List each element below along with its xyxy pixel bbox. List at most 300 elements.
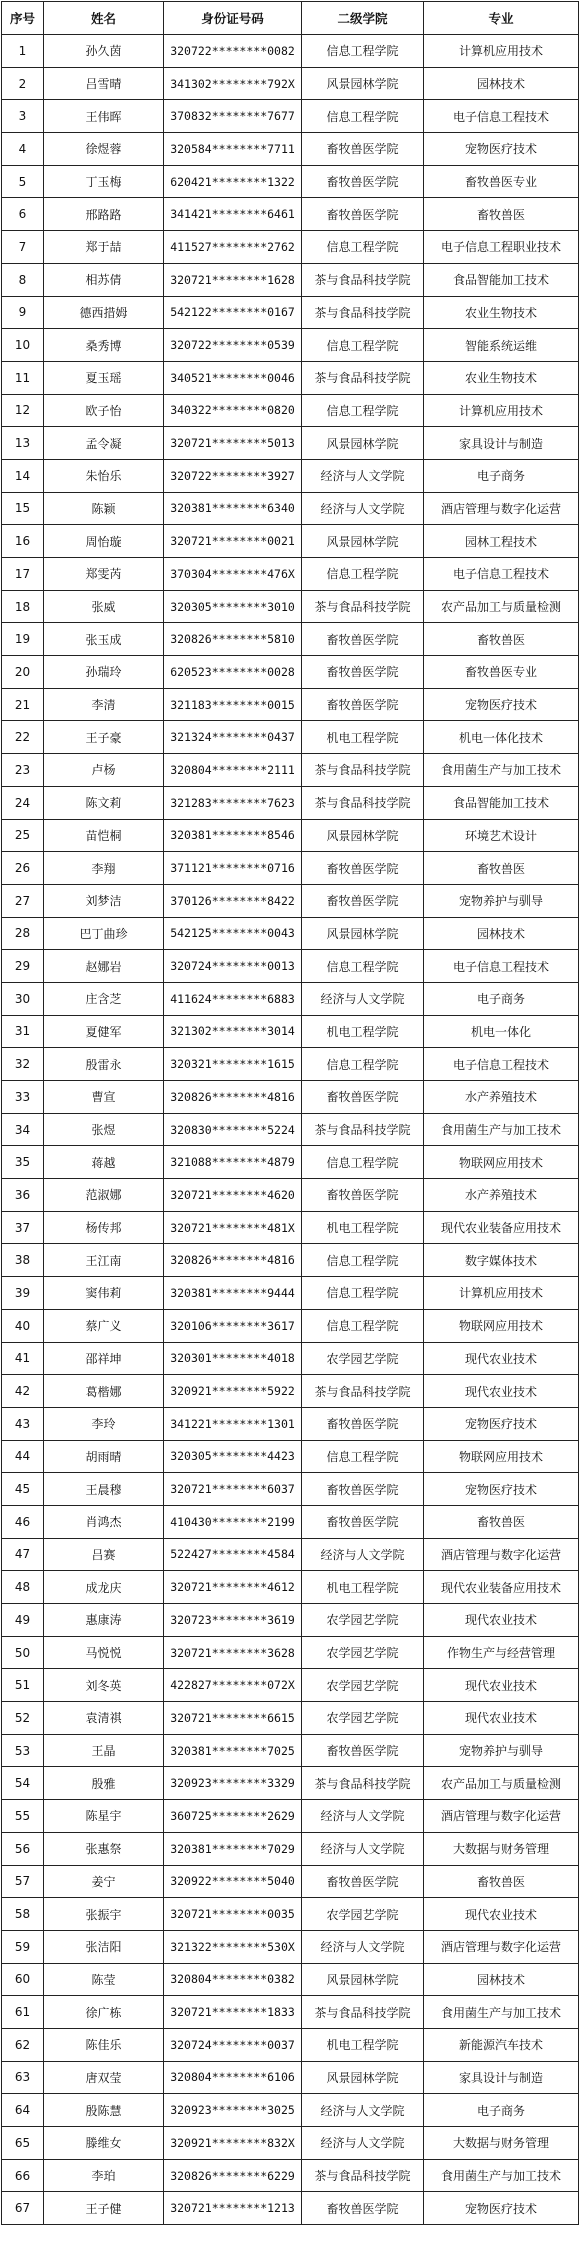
table-row xyxy=(2,525,579,558)
cell-index: 18 xyxy=(2,590,44,623)
cell-id-number: 411527********2762 xyxy=(164,231,302,264)
cell-id-number: 320804********6106 xyxy=(164,2061,302,2094)
cell-index: 8 xyxy=(2,263,44,296)
cell-major: 食用菌生产与加工技术 xyxy=(424,1113,579,1146)
cell-college: 农学园艺学院 xyxy=(302,1636,424,1669)
cell-college: 机电工程学院 xyxy=(302,721,424,754)
cell-index: 1 xyxy=(2,35,44,68)
table-row xyxy=(2,1538,579,1571)
table-row xyxy=(2,590,579,623)
cell-name: 陈文莉 xyxy=(44,786,164,819)
cell-index: 57 xyxy=(2,1865,44,1898)
cell-college: 经济与人文学院 xyxy=(302,2094,424,2127)
table-row xyxy=(2,1113,579,1146)
cell-college: 经济与人文学院 xyxy=(302,2127,424,2160)
cell-major: 酒店管理与数字化运营 xyxy=(424,1538,579,1571)
table-row xyxy=(2,35,579,68)
cell-index: 22 xyxy=(2,721,44,754)
cell-major: 计算机应用技术 xyxy=(424,394,579,427)
table-row xyxy=(2,1440,579,1473)
header-college: 二级学院 xyxy=(302,2,424,35)
table-row xyxy=(2,558,579,591)
table-row xyxy=(2,1767,579,1800)
cell-id-number: 320721********1213 xyxy=(164,2192,302,2225)
table-row xyxy=(2,1636,579,1669)
cell-name: 殷陈慧 xyxy=(44,2094,164,2127)
cell-name: 吕雪晴 xyxy=(44,67,164,100)
cell-major: 现代农业技术 xyxy=(424,1375,579,1408)
cell-name: 成龙庆 xyxy=(44,1571,164,1604)
cell-index: 13 xyxy=(2,427,44,460)
cell-id-number: 321183********0015 xyxy=(164,688,302,721)
cell-id-number: 320722********0539 xyxy=(164,329,302,362)
cell-college: 经济与人文学院 xyxy=(302,982,424,1015)
cell-id-number: 371121********0716 xyxy=(164,852,302,885)
cell-index: 16 xyxy=(2,525,44,558)
cell-college: 信息工程学院 xyxy=(302,1277,424,1310)
cell-name: 李翔 xyxy=(44,852,164,885)
table-row xyxy=(2,623,579,656)
cell-college: 机电工程学院 xyxy=(302,1571,424,1604)
cell-major: 电子商务 xyxy=(424,459,579,492)
table-row xyxy=(2,819,579,852)
table-row xyxy=(2,656,579,689)
cell-major: 农产品加工与质量检测 xyxy=(424,590,579,623)
cell-index: 37 xyxy=(2,1211,44,1244)
cell-name: 陈莹 xyxy=(44,1963,164,1996)
cell-name: 周怡璇 xyxy=(44,525,164,558)
table-row xyxy=(2,1375,579,1408)
cell-major: 计算机应用技术 xyxy=(424,1277,579,1310)
cell-index: 31 xyxy=(2,1015,44,1048)
cell-id-number: 320722********3927 xyxy=(164,459,302,492)
cell-index: 58 xyxy=(2,1898,44,1931)
cell-id-number: 320922********5040 xyxy=(164,1865,302,1898)
cell-id-number: 542122********0167 xyxy=(164,296,302,329)
cell-college: 畜牧兽医学院 xyxy=(302,1081,424,1114)
cell-major: 食品智能加工技术 xyxy=(424,786,579,819)
header-index: 序号 xyxy=(2,2,44,35)
cell-index: 59 xyxy=(2,1930,44,1963)
cell-id-number: 320721********1833 xyxy=(164,1996,302,2029)
cell-index: 44 xyxy=(2,1440,44,1473)
cell-index: 2 xyxy=(2,67,44,100)
cell-id-number: 320721********5013 xyxy=(164,427,302,460)
table-row xyxy=(2,2127,579,2160)
cell-id-number: 320305********3010 xyxy=(164,590,302,623)
cell-index: 6 xyxy=(2,198,44,231)
cell-index: 25 xyxy=(2,819,44,852)
cell-name: 孟令凝 xyxy=(44,427,164,460)
cell-id-number: 320301********4018 xyxy=(164,1342,302,1375)
cell-id-number: 320723********3619 xyxy=(164,1604,302,1637)
cell-name: 夏玉瑶 xyxy=(44,361,164,394)
cell-major: 智能系统运维 xyxy=(424,329,579,362)
cell-name: 张振宇 xyxy=(44,1898,164,1931)
cell-college: 经济与人文学院 xyxy=(302,459,424,492)
cell-index: 41 xyxy=(2,1342,44,1375)
cell-index: 30 xyxy=(2,982,44,1015)
cell-name: 张威 xyxy=(44,590,164,623)
cell-college: 信息工程学院 xyxy=(302,1440,424,1473)
cell-id-number: 321283********7623 xyxy=(164,786,302,819)
cell-major: 机电一体化 xyxy=(424,1015,579,1048)
cell-name: 夏健军 xyxy=(44,1015,164,1048)
cell-college: 风景园林学院 xyxy=(302,525,424,558)
cell-id-number: 320830********5224 xyxy=(164,1113,302,1146)
cell-major: 机电一体化技术 xyxy=(424,721,579,754)
table-row xyxy=(2,917,579,950)
cell-major: 酒店管理与数字化运营 xyxy=(424,492,579,525)
table-row xyxy=(2,2159,579,2192)
cell-major: 电子商务 xyxy=(424,982,579,1015)
cell-major: 水产养殖技术 xyxy=(424,1081,579,1114)
cell-name: 刘梦洁 xyxy=(44,884,164,917)
cell-name: 欧子怡 xyxy=(44,394,164,427)
cell-major: 现代农业装备应用技术 xyxy=(424,1571,579,1604)
cell-name: 蔡广义 xyxy=(44,1309,164,1342)
cell-index: 42 xyxy=(2,1375,44,1408)
table-row xyxy=(2,721,579,754)
cell-index: 35 xyxy=(2,1146,44,1179)
cell-id-number: 370832********7677 xyxy=(164,100,302,133)
cell-name: 殷雷永 xyxy=(44,1048,164,1081)
cell-college: 经济与人文学院 xyxy=(302,1832,424,1865)
cell-major: 畜牧兽医专业 xyxy=(424,165,579,198)
cell-name: 卢杨 xyxy=(44,754,164,787)
cell-index: 24 xyxy=(2,786,44,819)
cell-id-number: 320721********0021 xyxy=(164,525,302,558)
cell-id-number: 320921********832X xyxy=(164,2127,302,2160)
cell-name: 张洁阳 xyxy=(44,1930,164,1963)
cell-major: 畜牧兽医 xyxy=(424,623,579,656)
cell-major: 宠物养护与驯导 xyxy=(424,1734,579,1767)
cell-index: 50 xyxy=(2,1636,44,1669)
table-row xyxy=(2,231,579,264)
cell-major: 大数据与财务管理 xyxy=(424,1832,579,1865)
cell-id-number: 320381********7025 xyxy=(164,1734,302,1767)
table-row xyxy=(2,1963,579,1996)
cell-id-number: 320721********6615 xyxy=(164,1702,302,1735)
cell-id-number: 320381********6340 xyxy=(164,492,302,525)
cell-college: 茶与食品科技学院 xyxy=(302,361,424,394)
table-row xyxy=(2,263,579,296)
table-body xyxy=(2,35,579,2225)
cell-name: 马悦悦 xyxy=(44,1636,164,1669)
table-row xyxy=(2,1244,579,1277)
table-row xyxy=(2,754,579,787)
cell-id-number: 340521********0046 xyxy=(164,361,302,394)
cell-major: 食用菌生产与加工技术 xyxy=(424,2159,579,2192)
cell-name: 吕赛 xyxy=(44,1538,164,1571)
cell-name: 肖鸿杰 xyxy=(44,1505,164,1538)
cell-id-number: 341421********6461 xyxy=(164,198,302,231)
table-row xyxy=(2,1669,579,1702)
cell-index: 55 xyxy=(2,1800,44,1833)
cell-major: 农业生物技术 xyxy=(424,361,579,394)
cell-id-number: 320381********9444 xyxy=(164,1277,302,1310)
cell-major: 畜牧兽医 xyxy=(424,1505,579,1538)
table-row xyxy=(2,1179,579,1212)
cell-name: 徐煜蓉 xyxy=(44,133,164,166)
cell-name: 李珀 xyxy=(44,2159,164,2192)
cell-id-number: 320721********4620 xyxy=(164,1179,302,1212)
cell-college: 畜牧兽医学院 xyxy=(302,165,424,198)
cell-name: 陈星宇 xyxy=(44,1800,164,1833)
cell-index: 12 xyxy=(2,394,44,427)
table-row xyxy=(2,1309,579,1342)
cell-college: 茶与食品科技学院 xyxy=(302,2159,424,2192)
cell-name: 袁清祺 xyxy=(44,1702,164,1735)
cell-id-number: 341302********792X xyxy=(164,67,302,100)
table-row xyxy=(2,67,579,100)
cell-id-number: 320722********0082 xyxy=(164,35,302,68)
cell-college: 风景园林学院 xyxy=(302,819,424,852)
cell-name: 王子健 xyxy=(44,2192,164,2225)
cell-college: 农学园艺学院 xyxy=(302,1604,424,1637)
table-row xyxy=(2,982,579,1015)
cell-id-number: 320826********5810 xyxy=(164,623,302,656)
cell-name: 郑于喆 xyxy=(44,231,164,264)
cell-name: 王江南 xyxy=(44,1244,164,1277)
table-row xyxy=(2,133,579,166)
cell-index: 47 xyxy=(2,1538,44,1571)
cell-index: 23 xyxy=(2,754,44,787)
cell-id-number: 321302********3014 xyxy=(164,1015,302,1048)
table-row xyxy=(2,394,579,427)
table-row xyxy=(2,852,579,885)
table-row xyxy=(2,361,579,394)
cell-major: 电子信息工程职业技术 xyxy=(424,231,579,264)
cell-college: 畜牧兽医学院 xyxy=(302,852,424,885)
cell-id-number: 340322********0820 xyxy=(164,394,302,427)
table-row xyxy=(2,1407,579,1440)
cell-college: 农学园艺学院 xyxy=(302,1898,424,1931)
cell-major: 宠物医疗技术 xyxy=(424,1407,579,1440)
table-row xyxy=(2,1505,579,1538)
cell-index: 5 xyxy=(2,165,44,198)
cell-id-number: 321088********4879 xyxy=(164,1146,302,1179)
cell-id-number: 320724********0037 xyxy=(164,2028,302,2061)
cell-college: 信息工程学院 xyxy=(302,35,424,68)
cell-major: 现代农业装备应用技术 xyxy=(424,1211,579,1244)
cell-name: 胡雨晴 xyxy=(44,1440,164,1473)
student-roster-table xyxy=(1,1,579,2225)
cell-college: 信息工程学院 xyxy=(302,329,424,362)
cell-major: 酒店管理与数字化运营 xyxy=(424,1930,579,1963)
cell-id-number: 320804********2111 xyxy=(164,754,302,787)
table-row xyxy=(2,1146,579,1179)
cell-major: 食品智能加工技术 xyxy=(424,263,579,296)
cell-index: 61 xyxy=(2,1996,44,2029)
cell-index: 51 xyxy=(2,1669,44,1702)
cell-name: 李清 xyxy=(44,688,164,721)
cell-college: 风景园林学院 xyxy=(302,427,424,460)
cell-index: 52 xyxy=(2,1702,44,1735)
table-row xyxy=(2,2061,579,2094)
cell-id-number: 320106********3617 xyxy=(164,1309,302,1342)
cell-major: 园林技术 xyxy=(424,1963,579,1996)
table-row xyxy=(2,1800,579,1833)
cell-name: 巴丁曲珍 xyxy=(44,917,164,950)
cell-major: 计算机应用技术 xyxy=(424,35,579,68)
cell-index: 10 xyxy=(2,329,44,362)
cell-index: 27 xyxy=(2,884,44,917)
table-row xyxy=(2,1996,579,2029)
cell-id-number: 522427********4584 xyxy=(164,1538,302,1571)
cell-name: 蒋越 xyxy=(44,1146,164,1179)
cell-college: 畜牧兽医学院 xyxy=(302,656,424,689)
table-row xyxy=(2,1865,579,1898)
cell-name: 陈颖 xyxy=(44,492,164,525)
cell-id-number: 320724********0013 xyxy=(164,950,302,983)
cell-major: 宠物养护与驯导 xyxy=(424,884,579,917)
cell-id-number: 321324********0437 xyxy=(164,721,302,754)
cell-major: 新能源汽车技术 xyxy=(424,2028,579,2061)
cell-major: 农业生物技术 xyxy=(424,296,579,329)
cell-college: 畜牧兽医学院 xyxy=(302,623,424,656)
cell-major: 物联网应用技术 xyxy=(424,1309,579,1342)
cell-index: 36 xyxy=(2,1179,44,1212)
table-row xyxy=(2,2192,579,2225)
cell-name: 张惠祭 xyxy=(44,1832,164,1865)
cell-name: 德西措姆 xyxy=(44,296,164,329)
cell-name: 王晨穆 xyxy=(44,1473,164,1506)
cell-name: 庄含芝 xyxy=(44,982,164,1015)
cell-name: 徐广栋 xyxy=(44,1996,164,2029)
cell-college: 畜牧兽医学院 xyxy=(302,1473,424,1506)
table-row xyxy=(2,427,579,460)
cell-name: 相苏倩 xyxy=(44,263,164,296)
cell-id-number: 320721********4612 xyxy=(164,1571,302,1604)
header-name: 姓名 xyxy=(44,2,164,35)
table-row xyxy=(2,1081,579,1114)
cell-id-number: 620421********1322 xyxy=(164,165,302,198)
cell-college: 机电工程学院 xyxy=(302,2028,424,2061)
cell-college: 畜牧兽医学院 xyxy=(302,1407,424,1440)
cell-index: 60 xyxy=(2,1963,44,1996)
cell-index: 7 xyxy=(2,231,44,264)
table-row xyxy=(2,459,579,492)
cell-major: 数字媒体技术 xyxy=(424,1244,579,1277)
cell-index: 65 xyxy=(2,2127,44,2160)
cell-id-number: 321322********530X xyxy=(164,1930,302,1963)
cell-college: 信息工程学院 xyxy=(302,1048,424,1081)
cell-index: 17 xyxy=(2,558,44,591)
cell-name: 桑秀博 xyxy=(44,329,164,362)
cell-major: 宠物医疗技术 xyxy=(424,2192,579,2225)
table-row xyxy=(2,1702,579,1735)
cell-index: 67 xyxy=(2,2192,44,2225)
cell-college: 风景园林学院 xyxy=(302,917,424,950)
cell-id-number: 341221********1301 xyxy=(164,1407,302,1440)
cell-name: 朱怡乐 xyxy=(44,459,164,492)
cell-name: 邵祥坤 xyxy=(44,1342,164,1375)
cell-id-number: 320721********481X xyxy=(164,1211,302,1244)
cell-major: 现代农业技术 xyxy=(424,1898,579,1931)
cell-name: 王晶 xyxy=(44,1734,164,1767)
table-header xyxy=(2,2,579,35)
cell-id-number: 410430********2199 xyxy=(164,1505,302,1538)
cell-college: 信息工程学院 xyxy=(302,394,424,427)
cell-college: 信息工程学院 xyxy=(302,1244,424,1277)
cell-index: 20 xyxy=(2,656,44,689)
cell-name: 郑雯芮 xyxy=(44,558,164,591)
cell-index: 39 xyxy=(2,1277,44,1310)
cell-college: 经济与人文学院 xyxy=(302,1538,424,1571)
cell-index: 38 xyxy=(2,1244,44,1277)
cell-college: 信息工程学院 xyxy=(302,100,424,133)
cell-major: 家具设计与制造 xyxy=(424,2061,579,2094)
cell-id-number: 320826********6229 xyxy=(164,2159,302,2192)
cell-name: 张玉成 xyxy=(44,623,164,656)
cell-major: 食用菌生产与加工技术 xyxy=(424,754,579,787)
table-row xyxy=(2,884,579,917)
cell-index: 40 xyxy=(2,1309,44,1342)
cell-index: 43 xyxy=(2,1407,44,1440)
cell-id-number: 320381********8546 xyxy=(164,819,302,852)
table-row xyxy=(2,1898,579,1931)
table-row xyxy=(2,786,579,819)
cell-name: 刘冬英 xyxy=(44,1669,164,1702)
cell-major: 家具设计与制造 xyxy=(424,427,579,460)
cell-index: 62 xyxy=(2,2028,44,2061)
cell-name: 李玲 xyxy=(44,1407,164,1440)
cell-major: 现代农业技术 xyxy=(424,1604,579,1637)
cell-index: 46 xyxy=(2,1505,44,1538)
cell-college: 风景园林学院 xyxy=(302,2061,424,2094)
cell-major: 酒店管理与数字化运营 xyxy=(424,1800,579,1833)
cell-major: 畜牧兽医 xyxy=(424,198,579,231)
cell-id-number: 542125********0043 xyxy=(164,917,302,950)
cell-index: 34 xyxy=(2,1113,44,1146)
cell-id-number: 370126********8422 xyxy=(164,884,302,917)
cell-college: 畜牧兽医学院 xyxy=(302,1865,424,1898)
cell-college: 茶与食品科技学院 xyxy=(302,263,424,296)
header-row xyxy=(2,2,579,35)
cell-college: 经济与人文学院 xyxy=(302,1930,424,1963)
cell-college: 畜牧兽医学院 xyxy=(302,688,424,721)
cell-major: 电子信息工程技术 xyxy=(424,558,579,591)
cell-major: 畜牧兽医专业 xyxy=(424,656,579,689)
cell-college: 茶与食品科技学院 xyxy=(302,1996,424,2029)
cell-name: 孙久茵 xyxy=(44,35,164,68)
cell-id-number: 370304********476X xyxy=(164,558,302,591)
cell-index: 21 xyxy=(2,688,44,721)
cell-college: 农学园艺学院 xyxy=(302,1669,424,1702)
cell-name: 窦伟莉 xyxy=(44,1277,164,1310)
cell-major: 电子信息工程技术 xyxy=(424,950,579,983)
cell-name: 姜宁 xyxy=(44,1865,164,1898)
table-row xyxy=(2,1211,579,1244)
cell-id-number: 320826********4816 xyxy=(164,1081,302,1114)
cell-index: 63 xyxy=(2,2061,44,2094)
table-row xyxy=(2,1832,579,1865)
cell-id-number: 411624********6883 xyxy=(164,982,302,1015)
cell-name: 惠康涛 xyxy=(44,1604,164,1637)
cell-index: 56 xyxy=(2,1832,44,1865)
cell-name: 滕维女 xyxy=(44,2127,164,2160)
cell-college: 畜牧兽医学院 xyxy=(302,1734,424,1767)
cell-major: 宠物医疗技术 xyxy=(424,133,579,166)
cell-index: 9 xyxy=(2,296,44,329)
cell-major: 园林技术 xyxy=(424,917,579,950)
cell-id-number: 422827********072X xyxy=(164,1669,302,1702)
cell-college: 茶与食品科技学院 xyxy=(302,1375,424,1408)
table-row xyxy=(2,1015,579,1048)
cell-index: 49 xyxy=(2,1604,44,1637)
cell-name: 丁玉梅 xyxy=(44,165,164,198)
